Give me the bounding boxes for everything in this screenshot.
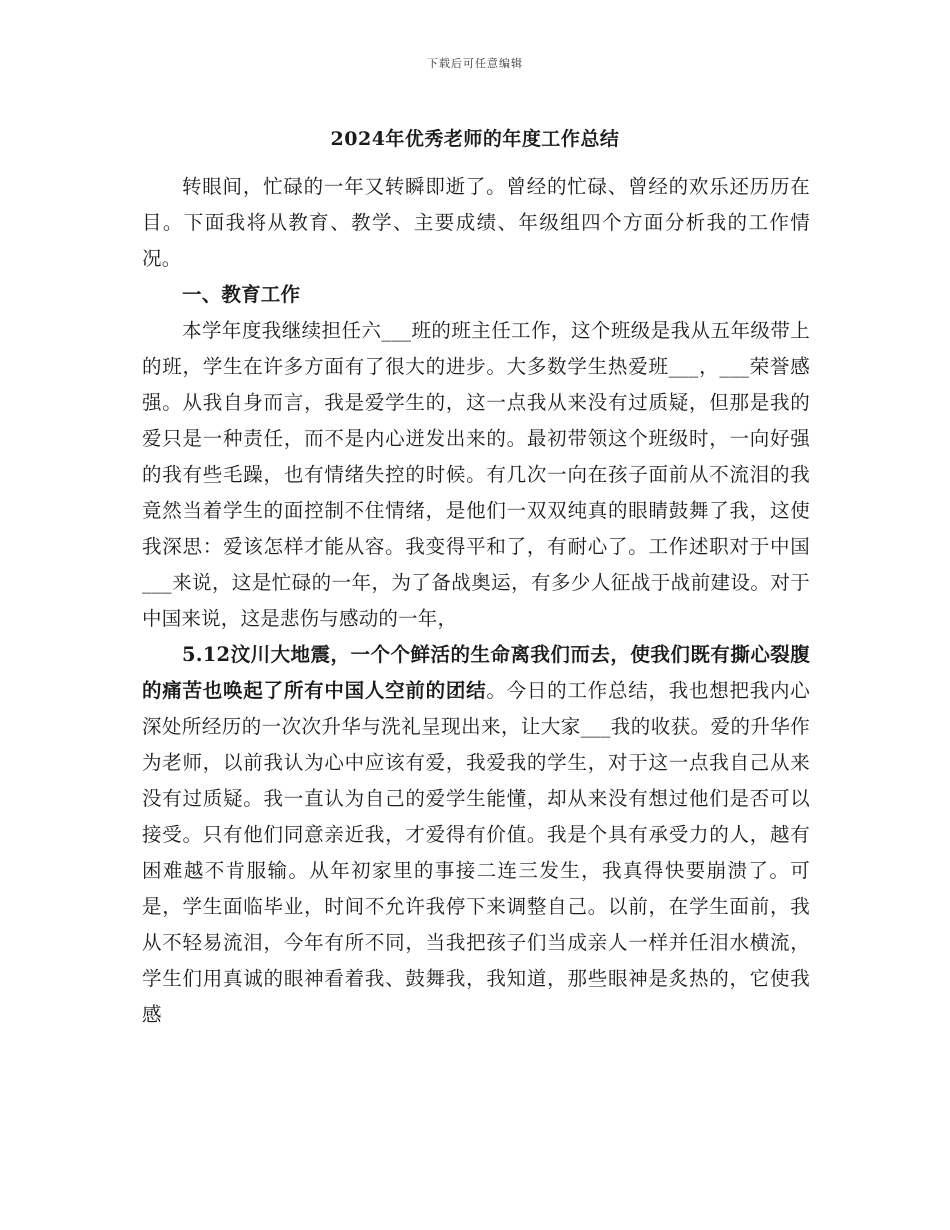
earthquake-bold-text: 5.12汶川大地震，一个个鲜活的生命离我们而去，使我们既有撕心裂腹的痛苦也唤起了所有中国人空前的团结 xyxy=(142,643,810,702)
document-body xyxy=(142,169,810,1033)
education-paragraph: 本学年度我继续担任六___班的班主任工作，这个班级是我从五年级带上的班，学生在许多方面有了很大的进步。大多数学生热爱班___，___荣誉感强。从我自身而言，我是爱学生的，这一点我从来没有过质疑，但那是我的爱只是一种责任，而不是内心迸发出来的。最初带领这个班级时，一向好强的我有些毛躁，也有情绪失控的时候。有几次一向在孩子面前从不流泪的我竟然当着学生的面控制不住情绪，是他们一双双纯真的眼睛鼓舞了我，这使我深思：爱该怎样才能从容。我变得平和了，有耐心了。工作述职对于中国___来说，这是忙碌的一年，为了备战奥运，有多少人征战于战前建设。对于中国来说，这是悲伤与感动的一年， xyxy=(142,319,810,630)
header-note: 下载后可任意编辑 xyxy=(427,57,523,70)
document-title: 2024年优秀老师的年度工作总结 xyxy=(330,128,620,150)
earthquake-paragraph xyxy=(142,637,810,1033)
earthquake-rest-text: 。今日的工作总结，我也想把我内心深处所经历的一次次升华与洗礼呈现出来，让大家___我的收获。爱的升华作为老师，以前我认为心中应该有爱，我爱我的学生，对于这一点我自己从来没有过质疑。我一直认为自己的爱学生能懂，却从来没有想过他们是否可以接受。只有他们同意亲近我，才爱得有价值。我是个具有承受力的人，越有困难越不肯服输。从年初家里的事接二连三发生，我真得快要崩溃了。可是，学生面临毕业，时间不允许我停下来调整自己。以前，在学生面前，我从不轻易流泪，今年有所不同，当我把孩子们当成亲人一样并任泪水横流，学生们用真诚的眼神看着我、鼓舞我，我知道，那些眼神是炙热的，它使我感 xyxy=(142,679,810,1026)
section-heading-education: 一、教育工作 xyxy=(182,283,301,306)
intro-paragraph: 转眼间，忙碌的一年又转瞬即逝了。曾经的忙碌、曾经的欢乐还历历在目。下面我将从教育、教学、主要成绩、年级组四个方面分析我的工作情况。 xyxy=(142,175,810,270)
